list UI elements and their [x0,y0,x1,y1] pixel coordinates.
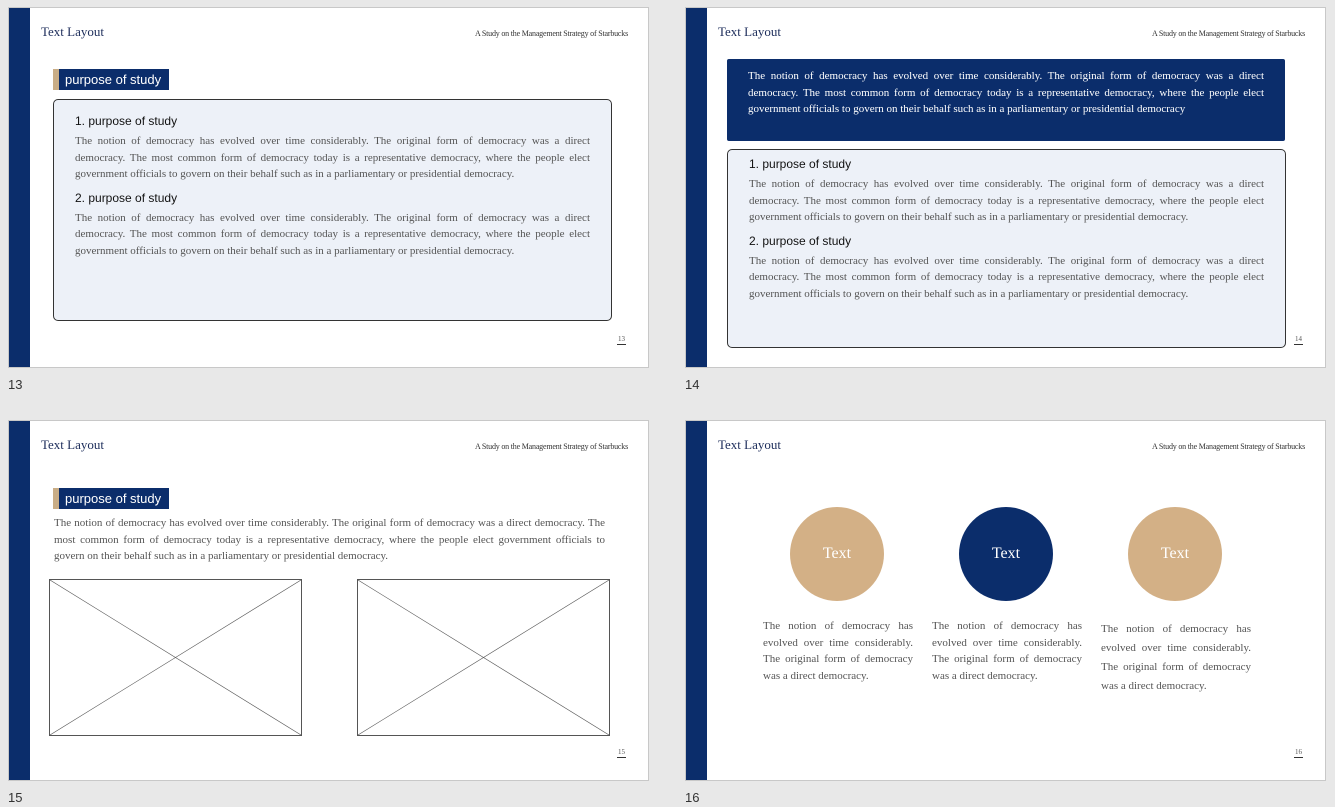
slide-title: Text Layout [41,24,104,39]
page-number: 16 [1295,748,1302,756]
slide-title: Text Layout [718,24,781,39]
slide-accent-bar [9,8,30,367]
page-number: 13 [618,335,625,343]
slide-number-label: 15 [8,790,23,805]
text-circle-2: Text [959,507,1053,601]
page-number: 14 [1295,335,1302,343]
slide-subtitle: A Study on the Management Strategy of Starbucks [474,442,628,451]
slide-thumbnail-15[interactable] [8,420,649,781]
column-text-2: The notion of democracy has evolved over time considerably. The original form of democracy was a direct democracy. [932,620,1082,682]
placeholder-cross-icon [50,580,301,735]
section-heading: 1. purpose of study [749,157,852,171]
slide-accent-bar [686,8,707,367]
column-text-1: The notion of democracy has evolved over time considerably. The original form of democracy was a direct democracy. [763,620,913,682]
slide-subtitle: A Study on the Management Strategy of Starbucks [474,29,628,38]
slide-subtitle: A Study on the Management Strategy of Starbucks [1151,29,1305,38]
slide-number-label: 16 [685,790,700,805]
section-body: The notion of democracy has evolved over time considerably. The original form of democracy was a direct democracy. The most common form of democracy today is a representative democracy, where the people elect government officials to govern on their behalf such as in a parliamentary or presidential democracy. [75,211,590,257]
slide-number-label: 13 [8,377,23,392]
section-body: The notion of democracy has evolved over time considerably. The original form of democracy was a direct democracy. The most common form of democracy today is a representative democracy, where the people elect government officials to govern on their behalf such as in a parliamentary or presidential democracy. [75,135,590,180]
slide-thumbnail-13[interactable] [8,7,649,368]
placeholder-cross-icon [358,580,609,735]
image-placeholder [49,579,302,736]
body-paragraph: The notion of democracy has evolved over time considerably. The original form of democracy was a direct democracy. The most common form of democracy today is a representative democracy, where the people elect government officials to govern on their behalf such as in a parliamentary or presidential democracy. [54,517,605,562]
content-box [727,149,1286,348]
slide-subtitle: A Study on the Management Strategy of Starbucks [1151,442,1305,451]
column-text-3: The notion of democracy has evolved over time considerably. The original form of democracy was a direct democracy. [1101,623,1251,692]
page-number: 15 [618,748,625,756]
slide-title: Text Layout [718,437,781,452]
slide-thumbnail-16[interactable] [685,420,1326,781]
image-placeholder [357,579,610,736]
slide-number-label: 14 [685,377,700,392]
slide-title: Text Layout [41,437,104,452]
section-tag: purpose of study [53,488,169,509]
content-box [53,99,612,321]
section-heading: 1. purpose of study [75,114,178,128]
text-circle-1: Text [790,507,884,601]
section-heading: 2. purpose of study [749,233,852,248]
slide-thumbnail-14[interactable] [685,7,1326,368]
section-tag: purpose of study [53,69,169,90]
section-body: The notion of democracy has evolved over time considerably. The original form of democracy was a direct democracy. The most common form of democracy today is a representative democracy, where the people elect government officials to govern on their behalf such as in a parliamentary or presidential democracy. [749,178,1264,223]
highlight-box: The notion of democracy has evolved over time considerably. The original form of democracy was a direct democracy. The most common form of democracy today is a representative democracy, where the people elect government officials to govern on their behalf such as in a parliamentary or presidential democracy [727,59,1285,141]
text-circle-3: Text [1128,507,1222,601]
section-heading: 2. purpose of study [75,190,178,205]
slide-accent-bar [9,421,30,780]
slide-accent-bar [686,421,707,780]
section-body: The notion of democracy has evolved over time considerably. The original form of democracy was a direct democracy. The most common form of democracy today is a representative democracy, where the people elect government officials to govern on their behalf such as in a parliamentary or presidential democracy. [749,254,1264,300]
